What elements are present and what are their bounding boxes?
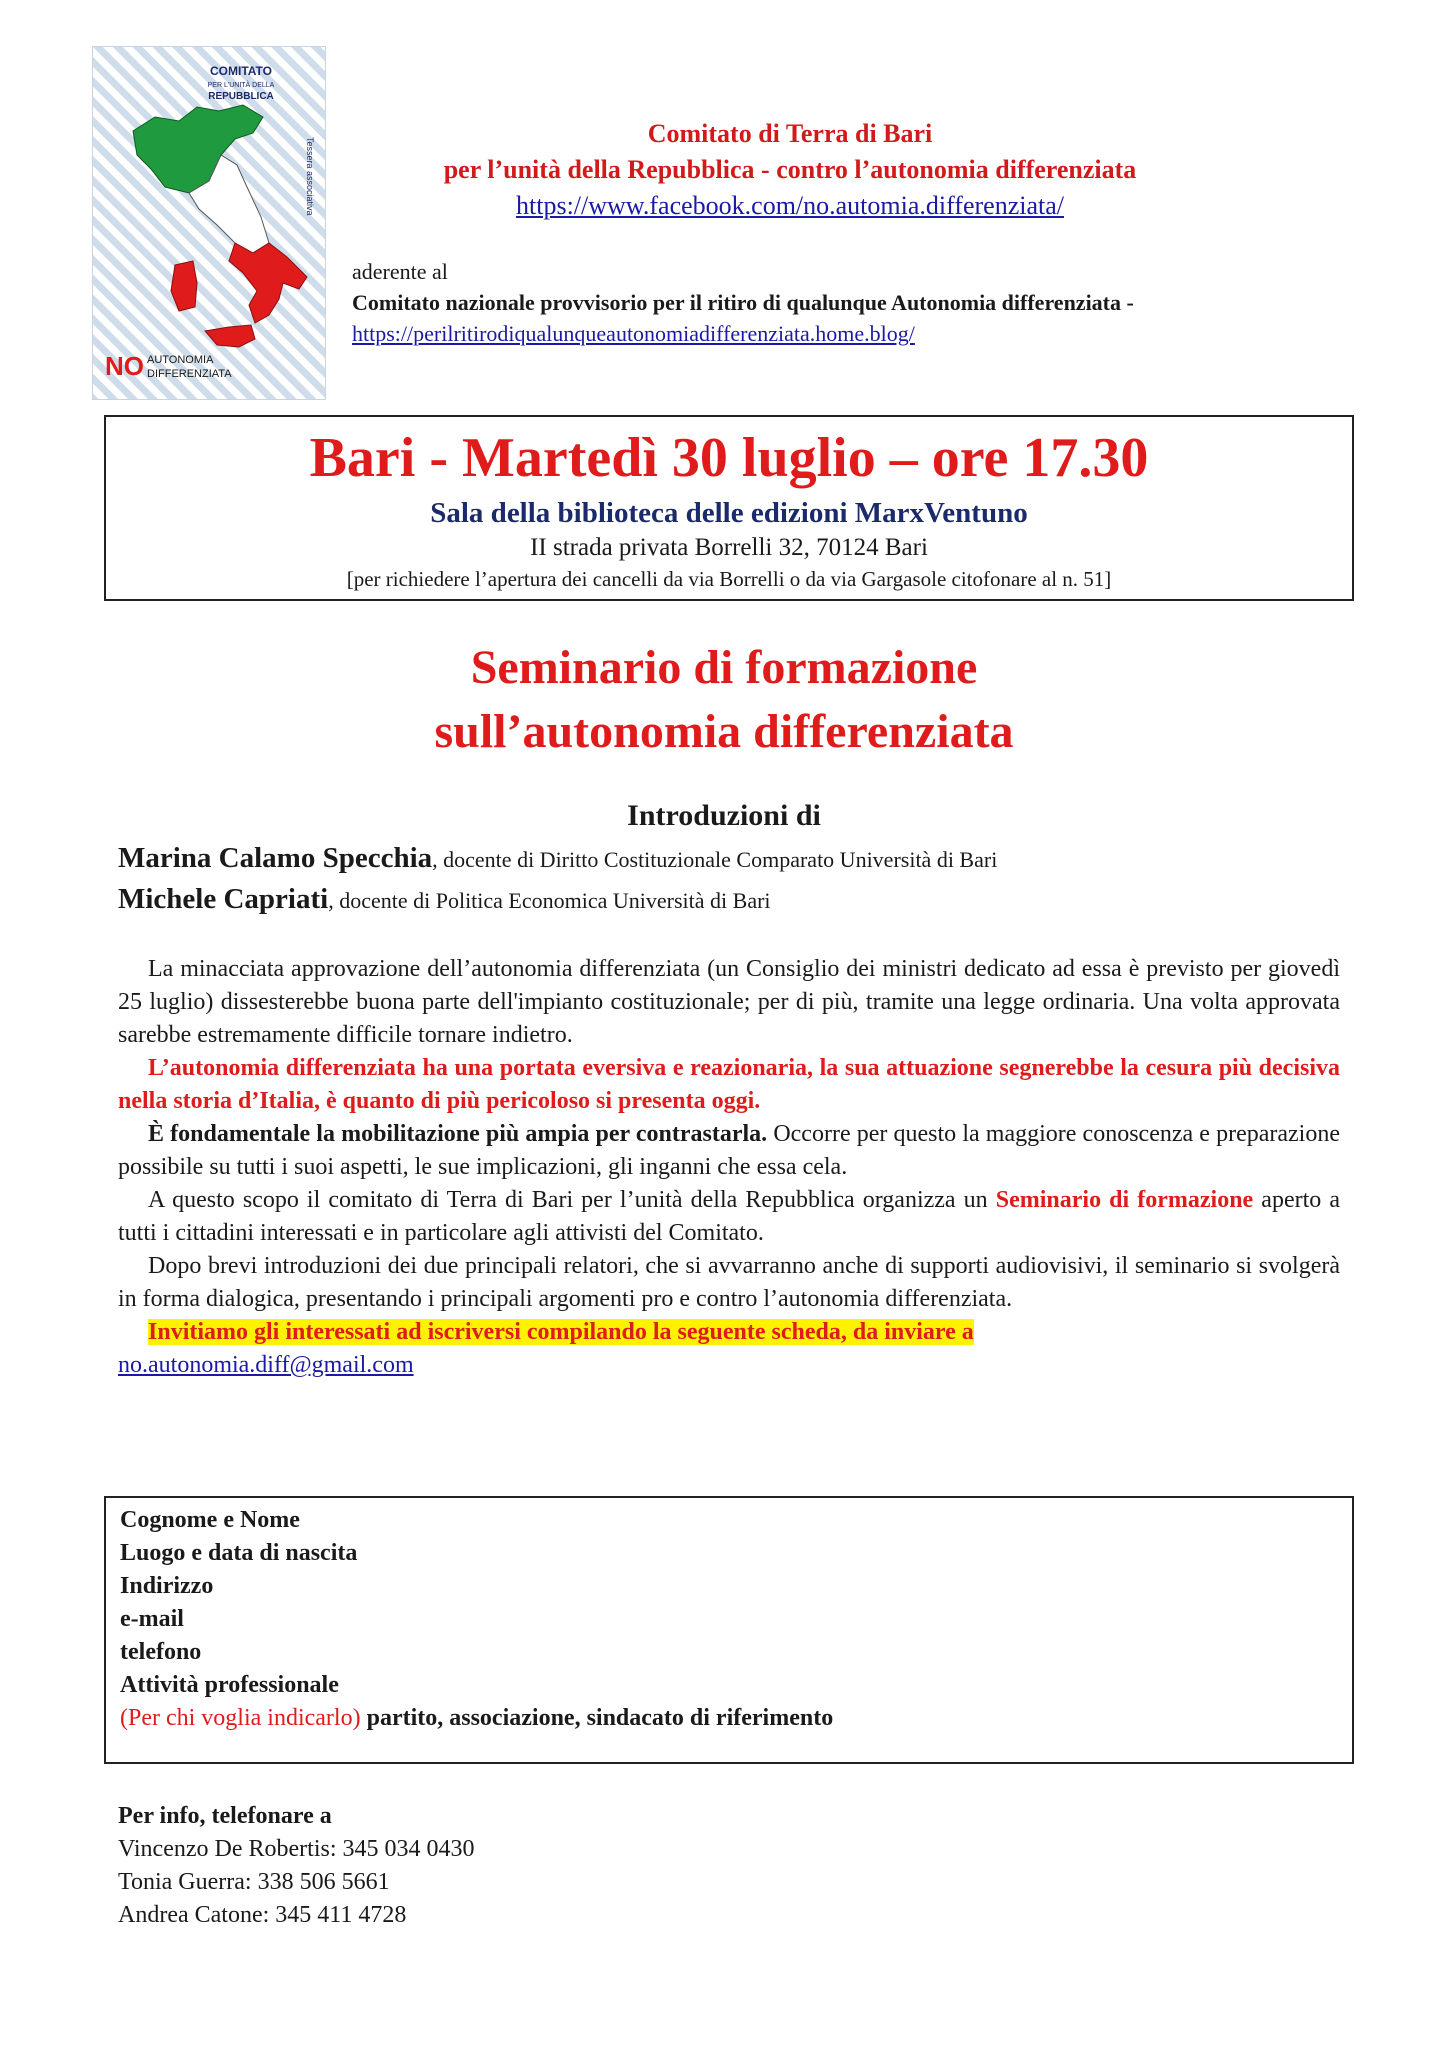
- logo-line-1: COMITATO: [210, 64, 272, 78]
- paragraph-4: [118, 1184, 1340, 1250]
- paragraph-4-start: A questo scopo il comitato di Terra di Bari per l’unità della Repubblica organizza un: [148, 1187, 996, 1213]
- logo-badge-text-2: DIFFERENZIATA: [147, 368, 232, 380]
- event-venue: Sala della biblioteca delle edizioni MarxVentuno: [430, 497, 1028, 529]
- paragraph-2-highlight: L’autonomia differenziata ha una portata eversiva e reazionaria, la sua attuazione segnerebbe la cesura più decisiva nella storia d’Italia, è quanto di più pericoloso si presenta oggi.: [118, 1055, 1340, 1114]
- contact-item: Tonia Guerra: 338 506 5661: [118, 1869, 390, 1895]
- speakers-heading: Introduzioni di: [627, 799, 821, 832]
- paragraph-3: [118, 1118, 1340, 1184]
- contacts-block: [118, 1800, 1018, 1932]
- paragraph-4-highlight: Seminario di formazione: [995, 1187, 1254, 1213]
- form-field-birth: Luogo e data di nascita: [120, 1540, 358, 1566]
- event-info-box: [104, 415, 1354, 601]
- paragraph-1: La minacciata approvazione dell’autonomia differenziata (un Consiglio dei ministri dedicato ad essa è previsto per giovedì 25 luglio) dissesterebbe buona parte dell'impianto costituzionale; per di più, tramite una legge ordinaria. Una volta approvata sarebbe estremamente difficile tornare indietro.: [118, 956, 1340, 1048]
- national-committee-block: [352, 256, 1402, 349]
- contact-item: Andrea Catone: 345 411 4728: [118, 1902, 407, 1928]
- form-field-phone: telefono: [120, 1639, 202, 1665]
- seminar-title: [0, 636, 1448, 764]
- invite-text: Invitiamo gli interessati ad iscriversi compilando la seguente scheda, da inviare a: [148, 1319, 974, 1345]
- logo-line-2: PER L'UNITÀ DELLA: [207, 82, 275, 89]
- form-field-name: Cognome e Nome: [120, 1507, 300, 1533]
- form-field-address: Indirizzo: [120, 1573, 214, 1599]
- registration-form-box: [104, 1496, 1354, 1764]
- form-field-email: e-mail: [120, 1606, 184, 1632]
- registration-email-link[interactable]: no.autonomia.diff@gmail.com: [118, 1352, 414, 1378]
- national-committee-link[interactable]: https://perilritirodiqualunqueautonomiadifferenziata.home.blog/: [352, 321, 915, 346]
- header-title-line-2: per l’unità della Repubblica - contro l’autonomia differenziata: [443, 155, 1137, 184]
- aderente-label: aderente al: [352, 259, 448, 284]
- seminar-title-line-1: Seminario di formazione: [470, 641, 978, 694]
- paragraph-3-bold: È fondamentale la mobilitazione più ampia per contrastarla.: [148, 1121, 768, 1147]
- event-access-note: [per richiedere l’apertura dei cancelli da via Borrelli o da via Gargasole citofonare al n. 51]: [346, 567, 1112, 591]
- affiliation-label: partito, associazione, sindacato di riferimento: [360, 1705, 834, 1731]
- event-address: II strada privata Borrelli 32, 70124 Bari: [530, 534, 928, 561]
- paragraph-3-rest: Occorre per questo la maggiore conoscenza e preparazione possibile su tutti i suoi aspetti, le sue implicazioni, gli inganni che essa cela.: [118, 1121, 1340, 1180]
- seminar-title-line-2: sull’autonomia differenziata: [434, 705, 1014, 758]
- form-field-profession: Attività professionale: [120, 1672, 339, 1698]
- invite-paragraph: [118, 1316, 1340, 1349]
- seminar-description: [118, 953, 1340, 1382]
- facebook-link[interactable]: https://www.facebook.com/no.automia.differenziata/: [516, 191, 1064, 220]
- speaker-role: , docente di Politica Economica Università di Bari: [328, 888, 771, 913]
- committee-header: [360, 116, 1220, 224]
- contacts-heading: Per info, telefonare a: [118, 1803, 332, 1829]
- logo-badge-no: NO: [105, 351, 144, 381]
- contact-item: Vincenzo De Robertis: 345 034 0430: [118, 1836, 475, 1862]
- logo-line-3: REPUBBLICA: [208, 91, 274, 102]
- speaker-item: [118, 879, 1368, 921]
- paragraph-5: Dopo brevi introduzioni dei due principali relatori, che si avvarranno anche di supporti audiovisivi, il seminario si svolgerà in forma dialogica, presentando i principali argomenti pro e contro l’autonomia differenziata.: [118, 1253, 1340, 1312]
- national-committee-name: Comitato nazionale provvisorio per il ritiro di qualunque Autonomia differenziata -: [352, 290, 1134, 315]
- speaker-role: , docente di Diritto Costituzionale Comparato Università di Bari: [432, 847, 998, 872]
- paragraph-4-end: aperto a tutti i cittadini interessati e in particolare agli attivisti del Comitato.: [118, 1187, 1340, 1246]
- committee-logo: [92, 46, 326, 400]
- header-title-line-1: Comitato di Terra di Bari: [647, 119, 933, 148]
- form-field-affiliation: [120, 1702, 1352, 1735]
- speaker-name: Michele Capriati: [118, 883, 329, 915]
- event-title: Bari - Martedì 30 luglio – ore 17.30: [309, 427, 1149, 489]
- logo-badge-text-1: AUTONOMIA: [147, 354, 214, 366]
- affiliation-optional-note: (Per chi voglia indicarlo): [120, 1705, 361, 1731]
- logo-side-text: Tessera associativa: [305, 137, 315, 216]
- speaker-item: [118, 838, 1368, 880]
- speaker-name: Marina Calamo Specchia: [118, 842, 433, 874]
